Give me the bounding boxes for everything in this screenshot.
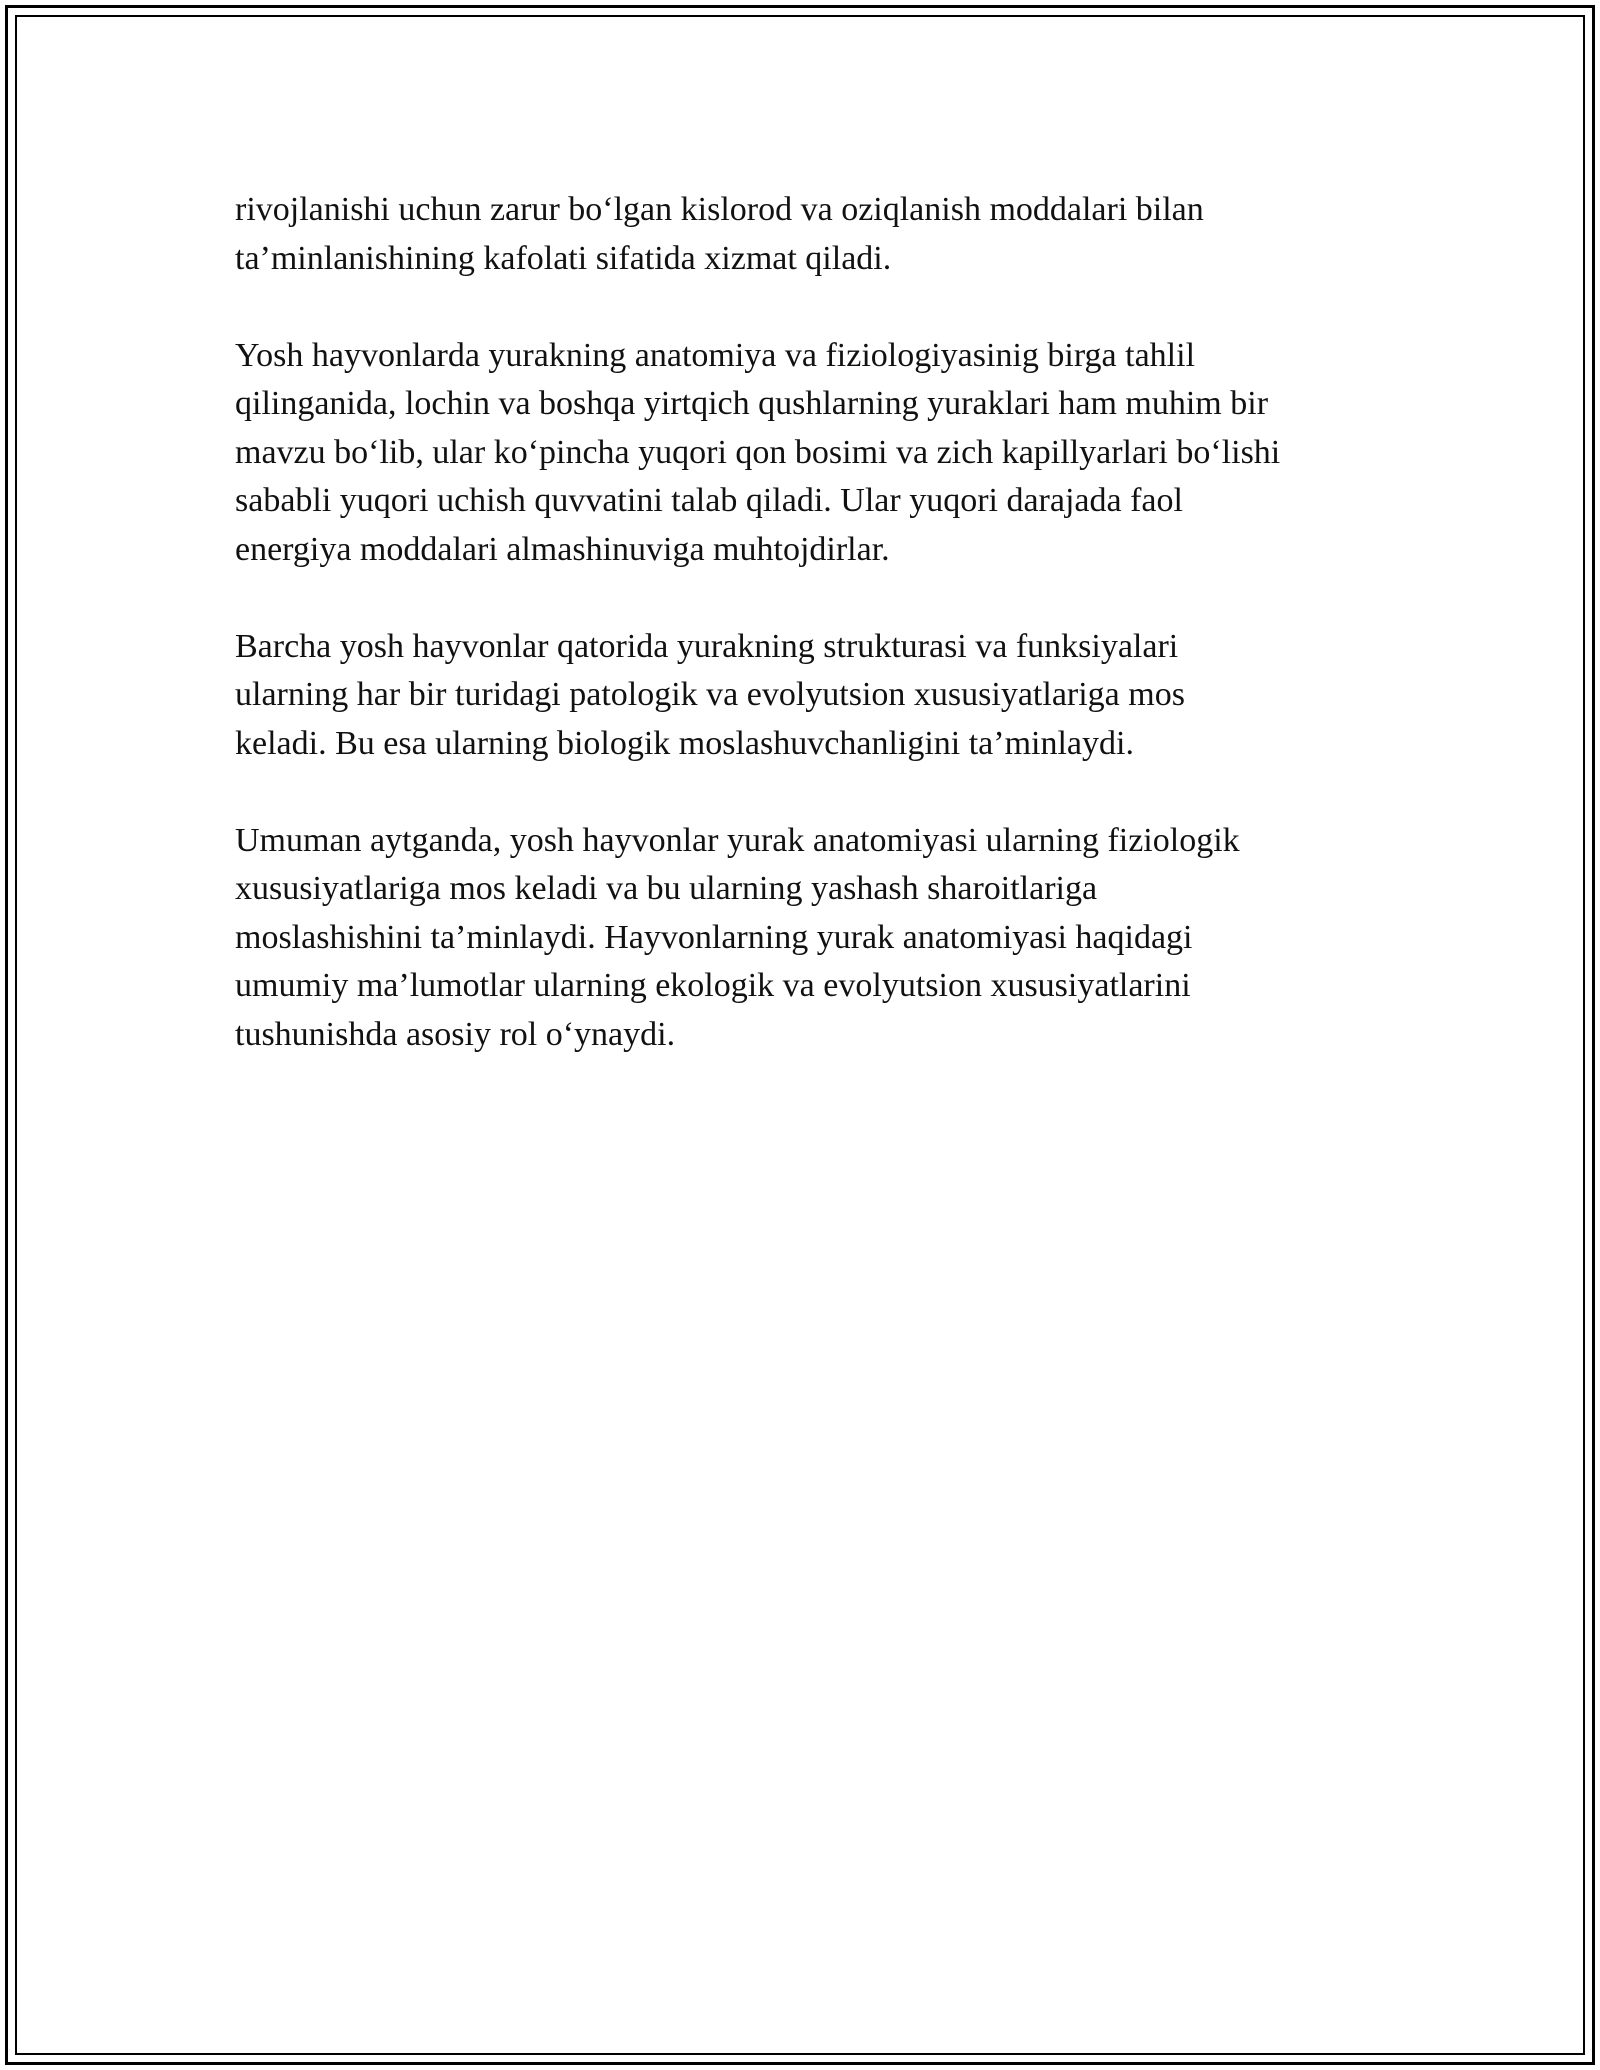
document-body — [235, 186, 1415, 1108]
text-line: ta’minlanishining kafolati sifatida xizmat qiladi. — [235, 239, 892, 277]
text-line: Umuman aytganda, yosh hayvonlar yurak anatomiyasi ularning fiziologik — [235, 821, 1240, 859]
text-line: moslashishini ta’minlaydi. Hayvonlarning yurak anatomiyasi haqidagi — [235, 918, 1193, 956]
paragraph-1 — [235, 186, 1415, 283]
text-line: energiya moddalari almashinuviga muhtojdirlar. — [235, 530, 890, 568]
paragraph-3 — [235, 623, 1415, 769]
text-line: qilinganida, lochin va boshqa yirtqich qushlarning yuraklari ham muhim bir — [235, 385, 1269, 422]
text-line: tushunishda asosiy rol o‘ynaydi. — [235, 1015, 676, 1053]
text-line: umumiy ma’lumotlar ularning ekologik va evolyutsion xususiyatlarini — [235, 967, 1191, 1004]
text-line: ularning har bir turidagi patologik va evolyutsion xususiyatlariga mos — [235, 676, 1185, 713]
paragraph-4 — [235, 817, 1415, 1060]
text-line: mavzu bo‘lib, ular ko‘pincha yuqori qon bosimi va zich kapillyarlari bo‘lishi — [235, 433, 1281, 471]
text-line: rivojlanishi uchun zarur bo‘lgan kislorod va oziqlanish moddalari bilan — [235, 191, 1204, 228]
text-line: Yosh hayvonlarda yurakning anatomiya va fiziologiyasinig birga tahlil — [235, 336, 1196, 374]
paragraph-2 — [235, 332, 1415, 575]
text-line: xususiyatlariga mos keladi va bu ularning yashash sharoitlariga — [235, 870, 1098, 907]
text-line: sababli yuqori uchish quvvatini talab qiladi. Ular yuqori darajada faol — [235, 482, 1183, 519]
text-line: keladi. Bu esa ularning biologik moslashuvchanligini ta’minlaydi. — [235, 724, 1134, 762]
text-line: Barcha yosh hayvonlar qatorida yurakning strukturasi va funksiyalari — [235, 627, 1179, 665]
